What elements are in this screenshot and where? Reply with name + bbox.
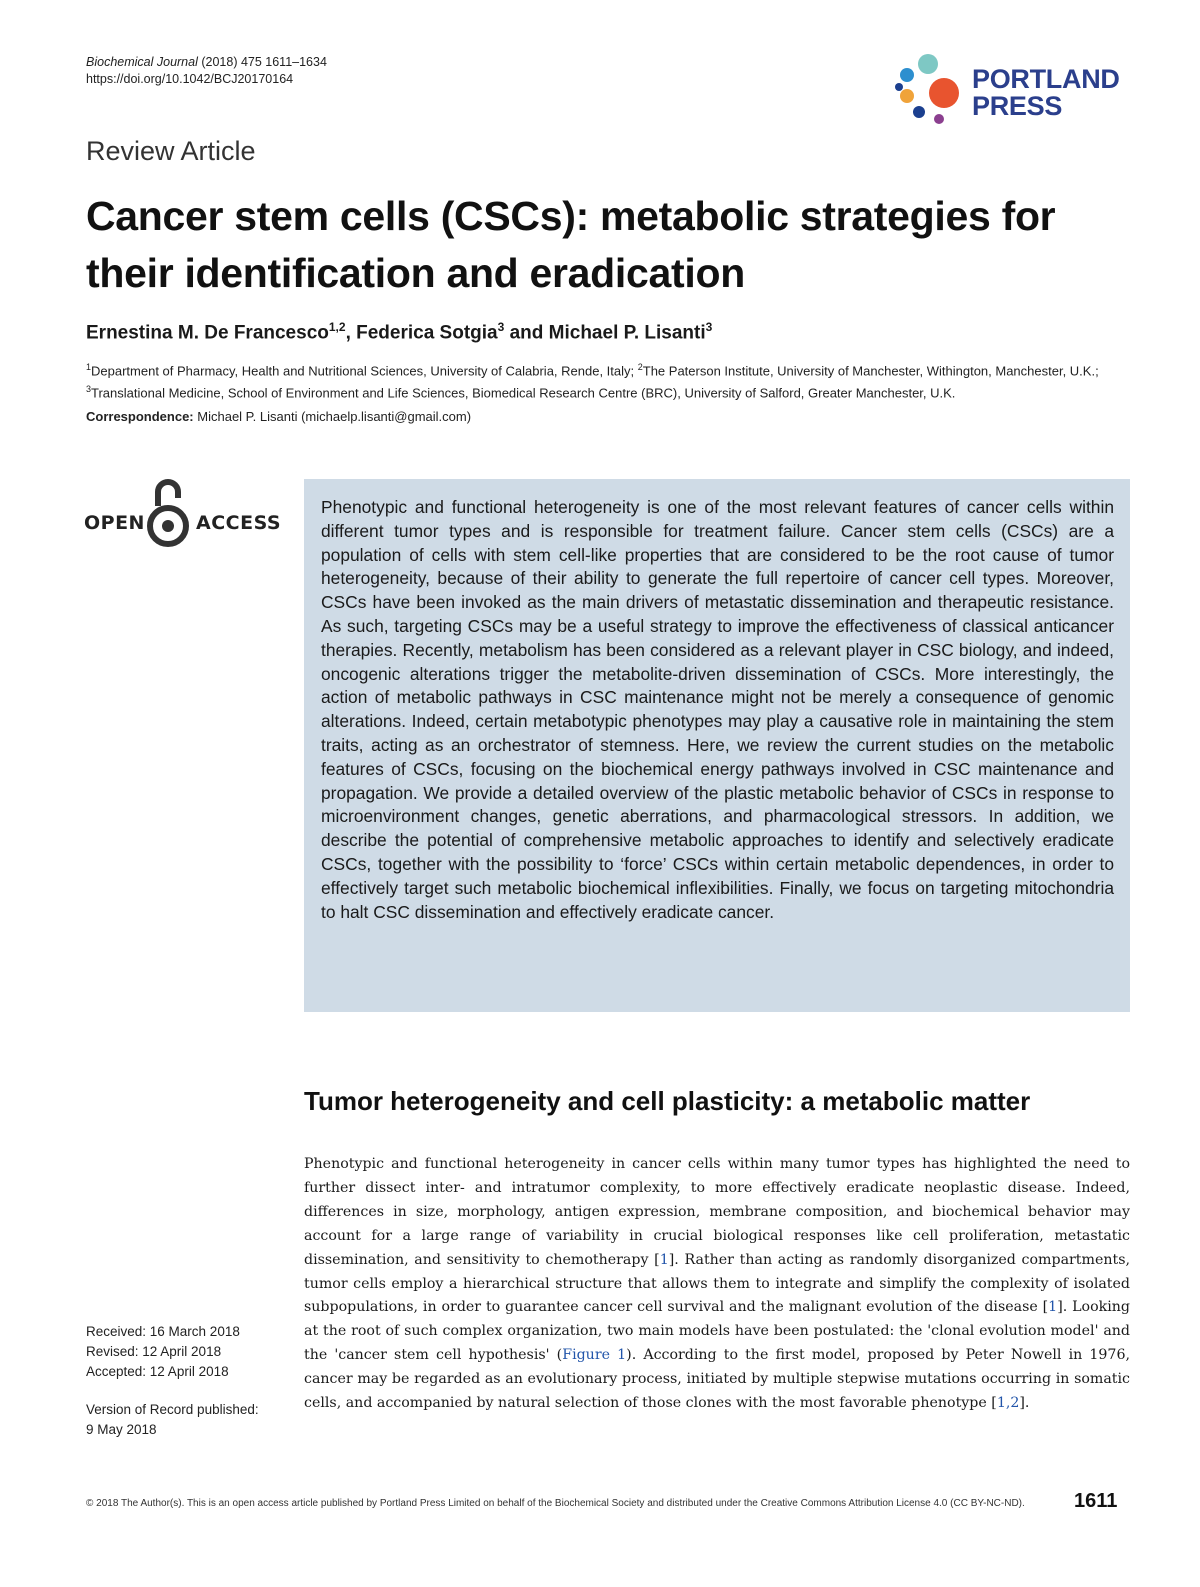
version-of-record-label: Version of Record published: (86, 1402, 259, 1417)
doi-link[interactable]: https://doi.org/10.1042/BCJ20170164 (86, 72, 294, 86)
body-paragraph (304, 1153, 1130, 1416)
affiliation-text: The Paterson Institute, University of Manchester, Withington, Manchester, U.K.; (642, 363, 1099, 379)
author-name: Ernestina M. De Francesco (86, 322, 329, 344)
affiliation-mark: 1 (86, 362, 92, 372)
author-affiliation-mark: 3 (705, 320, 713, 334)
reference-link[interactable]: 1 (1048, 1299, 1058, 1316)
open-access-badge (84, 476, 280, 552)
author-name: Michael P. Lisanti (548, 322, 706, 344)
affiliations (86, 358, 1146, 403)
dots-logo-icon (893, 52, 973, 130)
open-lock-icon (146, 476, 190, 552)
accepted-date: Accepted: 12 April 2018 (86, 1364, 229, 1379)
version-of-record (86, 1400, 259, 1440)
body-text-run: Phenotypic and functional heterogeneity in cancer cells within many tumor types has highlighted the need to further dissect inter- and intratumor complexity, to more effectively eradicate neoplastic disease. Indeed, differences in size, morphology, antigen expression, membrane composition, and biochemical behavior may account for a large range of variability in crucial biological responses like cell proliferation, metastatic dissemination, and sensitivity to chemotherapy [ (304, 1156, 1130, 1268)
open-access-word-access: ACCESS (196, 512, 282, 534)
received-date: Received: 16 March 2018 (86, 1324, 240, 1339)
reference-link[interactable]: 1 (659, 1251, 669, 1268)
article-type: Review Article (86, 136, 256, 166)
open-access-word-open: OPEN (84, 512, 145, 534)
author-name: Federica Sotgia (356, 322, 498, 344)
portland-press-logo (893, 52, 1138, 130)
correspondence-text[interactable]: Michael P. Lisanti (michaelp.lisanti@gmail.com) (197, 409, 472, 424)
reference-link[interactable]: 1,2 (996, 1395, 1020, 1412)
logo-text-portland: PORTLAND (972, 64, 1120, 94)
correspondence-label: Correspondence: (86, 409, 194, 424)
citation-header (86, 54, 327, 88)
figure-link[interactable]: Figure 1 (562, 1347, 627, 1364)
body-text-run: ]. Rather than acting as randomly disorganized compartments, tumor cells employ a hierarchical structure that allows them to integrate and simplify the complexity of isolated subpopulations, in order to guarantee cancer cell survival and the malignant evolution of the disease [ (304, 1251, 1130, 1316)
section-heading: Tumor heterogeneity and cell plasticity: a metabolic matter (304, 1086, 1031, 1116)
correspondence (86, 409, 471, 424)
article-dates (86, 1322, 240, 1382)
abstract-box (304, 479, 1130, 1012)
author-separator: and (504, 322, 549, 344)
affiliation-mark: 3 (86, 384, 92, 395)
body-text-run: ). According to the first model, proposed by Peter Nowell in 1976, cancer may be regarded as an evolutionary process, initiated by multiple stepwise mutations occurring in somatic cells, and accompanied by natural selection of those clones with the most favorable phenotype [ (304, 1347, 1130, 1412)
body-text-run: ]. (1019, 1395, 1030, 1412)
citation-details: (2018) 475 1611–1634 (201, 55, 327, 69)
affiliation-text: Translational Medicine, School of Environment and Life Sciences, Biomedical Research Centre (BRC), University of Salford, Greater Manchester, U.K. (91, 385, 956, 401)
version-of-record-date: 9 May 2018 (86, 1422, 157, 1437)
logo-text-press: PRESS (972, 91, 1063, 121)
revised-date: Revised: 12 April 2018 (86, 1344, 222, 1359)
page-number: 1611 (1074, 1490, 1118, 1512)
author-list (86, 320, 712, 344)
affiliation-text: Department of Pharmacy, Health and Nutritional Sciences, University of Calabria, Rende, Italy; (91, 363, 638, 379)
journal-name: Biochemical Journal (86, 55, 198, 69)
article-title: Cancer stem cells (CSCs): metabolic strategies for their identification and eradication (86, 193, 1056, 296)
body-text-run: ]. Looking at the root of such complex organization, two main models have been postulated: the 'clonal evolution model' and the 'cancer stem cell hypothesis' ( (304, 1299, 1130, 1364)
author-affiliation-mark: 1,2 (328, 320, 346, 334)
author-affiliation-mark: 3 (497, 320, 505, 334)
affiliation-mark: 2 (637, 362, 643, 372)
license-footer: © 2018 The Author(s). This is an open access article published by Portland Press Limited on behalf of the Biochemical Society and distributed under the Creative Commons Attribution License 4.0 (CC BY-NC-ND). (86, 1498, 1025, 1509)
abstract-text: Phenotypic and functional heterogeneity is one of the most relevant features of cancer cells within different tumor types and is responsible for treatment failure. Cancer stem cells (CSCs) are a population of cells with stem cell-like properties that are considered to be the root cause of tumor heterogeneity, because of their ability to generate the full repertoire of cancer cell types. Moreover, CSCs have been invoked as the main drivers of metastatic dissemination and therapeutic resistance. As such, targeting CSCs may be a useful strategy to improve the effectiveness of classical anticancer therapies. Recently, metabolism has been considered as a relevant player in CSC biology, and indeed, oncogenic alterations trigger the metabolite-driven dissemination of CSCs. More interestingly, the action of metabolic pathways in CSC maintenance might not be merely a consequence of genomic alterations. Indeed, certain metabotypic phenotypes may play a causative role in maintaining the stem traits, acting as an orchestrator of stemness. Here, we review the current studies on the metabolic features of CSCs, focusing on the biochemical energy pathways involved in CSC maintenance and propagation. We provide a detailed overview of the plastic metabolic behavior of CSCs in response to microenvironment changes, genetic aberrations, and pharmacological stressors. In addition, we describe the potential of comprehensive metabolic approaches to identify and selectively eradicate CSCs, together with the possibility to ‘force’ CSCs within certain metabolic dependences, in order to effectively target such metabolic biochemical inflexibilities. Finally, we focus on targeting mitochondria to halt CSC dissemination and effectively eradicate cancer. (321, 497, 1114, 922)
author-separator: , (345, 322, 357, 344)
